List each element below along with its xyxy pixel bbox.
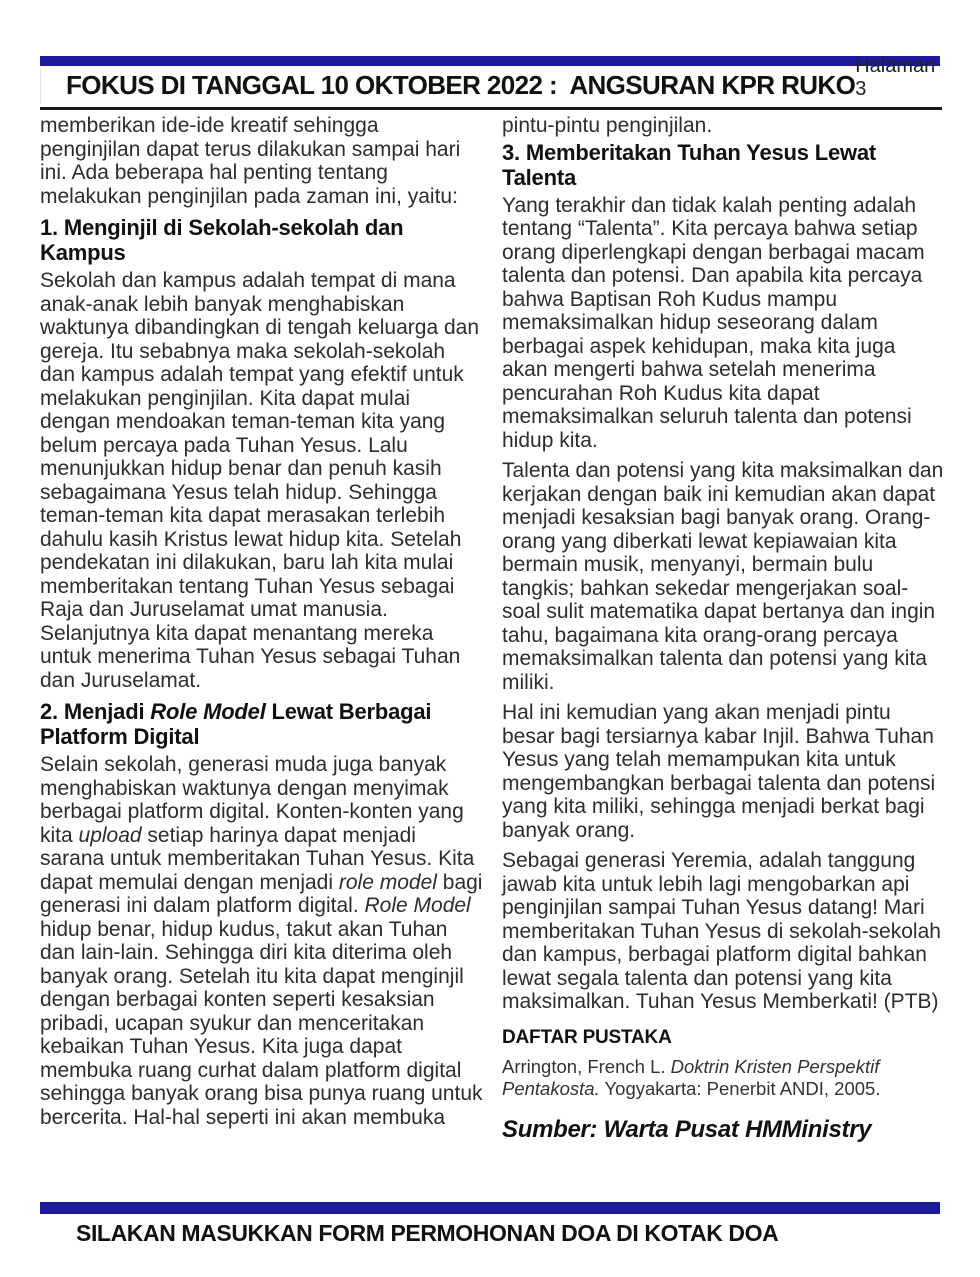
left-column	[40, 114, 484, 1198]
text-segment: Arrington, French L.	[502, 1055, 671, 1077]
text-segment-italic: Doktrin Kristen Perspektif Pentakosta.	[502, 1055, 880, 1099]
text-segment: Yogyakarta: Penerbit ANDI, 2005.	[599, 1077, 881, 1099]
text-segment-italic: Role Model	[364, 894, 471, 917]
intro-paragraph: memberikan ide-ide kreatif sehingga penginjilan dapat terus dilakukan sampai hari ini. Ada beberapa hal penting tentang melakukan penginjilan pada zaman ini, yaitu:	[40, 114, 461, 208]
bottom-accent-bar	[40, 1202, 940, 1214]
header-rule	[40, 107, 942, 110]
section-3-paragraph-3: Hal ini kemudian yang akan menjadi pintu besar bagi tersiarnya kabar Injil. Bahwa Tuhan Yesus yang telah memampukan kita untuk mengembangkan berbagai talenta dan potensi yang kita miliki, sehingga menjadi berkat bagi banyak orang.	[502, 701, 936, 842]
section-3-paragraph-2: Talenta dan potensi yang kita maksimalkan dan kerjakan dengan baik ini kemudian akan dapat menjadi kesaksian bagi banyak orang. Orang-orang yang diberkati lewat kepiawaian kita bermain musik, menyanyi, bermain bulu tangkis; bahkan sekedar mengerjakan soal-soal sulit matematika dapat bertanya dan ingin tahu, bagaimana kita orang-orang percaya memaksimalkan talenta dan potensi yang kita miliki.	[502, 459, 944, 694]
text-segment-italic: Role Model	[150, 699, 266, 724]
article-body	[40, 114, 946, 1198]
footer-notice: SILAKAN MASUKKAN FORM PERMOHONAN DOA DI KOTAK DOA	[76, 1220, 779, 1246]
section-3-paragraph-1: Yang terakhir dan tidak kalah penting adalah tentang “Talenta”. Kita percaya bahwa setiap orang diperlengkapi dengan berbagai macam talenta dan potensi. Dan apabila kita percaya bahwa Baptisan Roh Kudus mampu memaksimalkan hidup seseorang dalam berbagai aspek kehidupan, maka kita juga akan mengerti bahwa setelah menerima pencurahan Roh Kudus kita dapat memaksimalkan seluruh talenta dan potensi hidup kita.	[502, 193, 925, 452]
top-accent-bar	[40, 56, 940, 66]
text-segment: 2. Menjadi	[40, 699, 151, 724]
section-3-heading: 3. Memberitakan Tuhan Yesus Lewat Talenta	[502, 139, 877, 190]
section-2-paragraph	[40, 753, 484, 1129]
text-segment: Lewat Berbagai Platform Digital	[40, 699, 432, 749]
section-2-heading	[40, 699, 484, 749]
continuation-paragraph: pintu-pintu penginjilan.	[502, 114, 713, 137]
source-line: Sumber: Warta Pusat HMMinistry	[502, 1115, 872, 1143]
section-3-paragraph-4: Sebagai generasi Yeremia, adalah tanggung jawab kita untuk lebih lagi mengobarkan api penginjilan sampai Tuhan Yesus datang! Mari memberitakan Tuhan Yesus di sekolah-sekolah dan kampus, berbagai platform digital bahkan lewat segala talenta dan potensi yang kita maksimalkan. Tuhan Yesus Memberkati! (PTB)	[502, 849, 941, 1013]
page-header	[40, 55, 940, 105]
text-segment: setiap harinya dapat menjadi sarana untuk memberitakan Tuhan Yesus. Kita dapat memulai dengan menjadi	[40, 823, 475, 894]
text-segment: hidup benar, hidup kudus, takut akan Tuhan dan lain-lain. Sehingga diri kita diterima oleh banyak orang. Setelah itu kita dapat menginjil dengan berbagai konten seperti kesaksian pribadi, ucapan syukur dan menceritakan kebaikan Tuhan Yesus. Kita juga dapat membuka ruang curhat dalam platform digital sehingga banyak orang bisa punya ruang untuk bercerita. Hal-hal seperti ini akan membuka	[40, 917, 483, 1129]
text-segment-italic: role model	[338, 870, 437, 894]
section-1-heading: 1. Menginjil di Sekolah-sekolah dan Kampus	[40, 215, 404, 265]
text-segment: bagi generasi ini dalam platform digital.	[40, 870, 483, 917]
section-1-paragraph: Sekolah dan kampus adalah tempat di mana anak-anak lebih banyak menghabiskan waktunya dibandingkan di tengah keluarga dan gereja. Itu sebabnya maka sekolah-sekolah dan kampus adalah tempat yang efektif untuk melakukan penginjilan. Kita dapat mulai dengan mendoakan teman-teman kita yang belum percaya pada Tuhan Yesus. Lalu menunjukkan hidup benar dan penuh kasih sebagaimana Yesus telah hidup. Sehingga teman-teman kita dapat merasakan terlebih dahulu kasih Kristus lewat hidup kita. Setelah pendekatan ini dilakukan, baru lah kita mulai memberitakan tentang Tuhan Yesus sebagai Raja dan Juruselamat umat manusia. Selanjutnya kita dapat menantang mereka untuk menerima Tuhan Yesus sebagai Tuhan dan Juruselamat.	[40, 269, 480, 692]
bibliography-entry	[502, 1056, 946, 1100]
bibliography-heading: DAFTAR PUSTAKA	[502, 1026, 672, 1048]
text-segment-italic: upload	[78, 823, 142, 847]
page-title: FOKUS DI TANGGAL 10 OKTOBER 2022 : ANGSURAN KPR RUKO	[66, 70, 856, 100]
text-segment: Selain sekolah, generasi muda juga banyak menghabiskan waktunya dengan menyimak berbagai platform digital. Konten-konten yang kita	[40, 753, 464, 847]
right-column	[502, 114, 946, 1198]
page-number: Halaman 3	[855, 55, 936, 100]
